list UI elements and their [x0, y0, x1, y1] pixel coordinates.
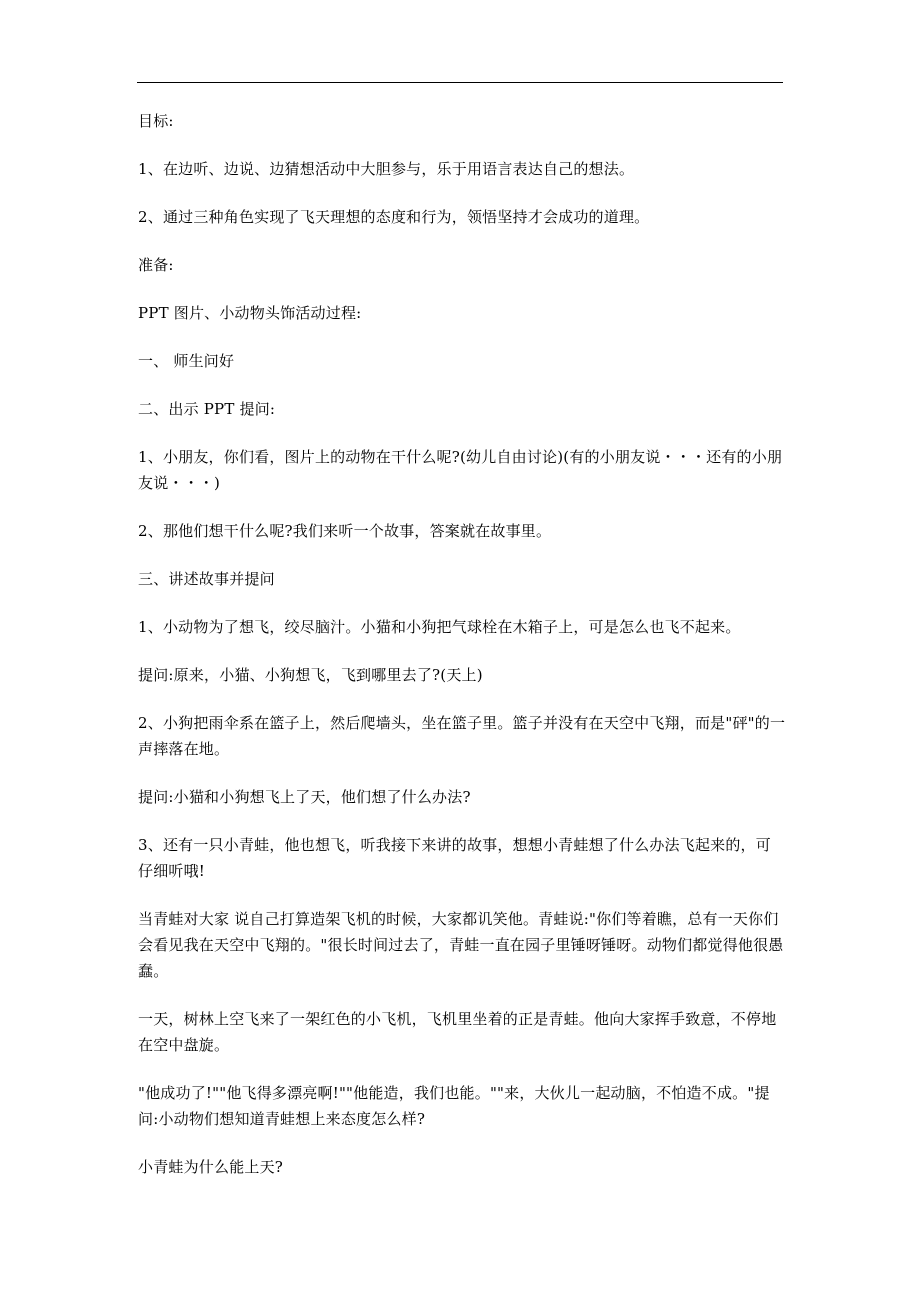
story-part-1: 1、小动物为了想飞，绞尽脑汁。小猫和小狗把气球栓在木箱子上，可是怎么也飞不起来。 [138, 618, 741, 636]
step-2-question-2: 2、那他们想干什么呢?我们来听一个故事，答案就在故事里。 [138, 522, 552, 540]
goal-item-1: 1、在边听、边说、边猜想活动中大胆参与，乐于用语言表达自己的想法。 [138, 160, 635, 178]
step-2-heading: 二、出示 PPT 提问: [138, 400, 276, 418]
document-body [138, 108, 786, 1202]
step-1-heading: 一、 师生问好 [138, 352, 235, 370]
goal-item-2: 2、通过三种角色实现了飞天理想的态度和行为，领悟坚持才会成功的道理。 [138, 208, 650, 226]
story-part-3: 3、还有一只小青蛙，他也想飞，听我接下来讲的故事，想想小青蛙想了什么办法飞起来的，可仔细听哦! [138, 836, 771, 880]
step-2-question-1: 1、小朋友，你们看，图片上的动物在干什么呢?(幼儿自由讨论)(有的小朋友说・・・还有的小朋友说・・・) [138, 448, 783, 492]
story-paragraph-3: "他成功了!""他飞得多漂亮啊!""他能造，我们也能。""来，大伙儿一起动脑，不怕造不成。"提问:小动物们想知道青蛙想上来态度怎么样? [138, 1084, 770, 1128]
section-heading-goals: 目标: [138, 112, 174, 130]
story-paragraph-1: 当青蛙对大家 说自己打算造架飞机的时候，大家都讥笑他。青蛙说:"你们等着瞧，总有一天你们会看见我在天空中飞翔的。"很长时间过去了，青蛙一直在园子里锤呀锤呀。动物们都觉得他很愚蠢。 [138, 910, 784, 980]
question-2: 提问:小猫和小狗想飞上了天，他们想了什么办法? [138, 788, 471, 806]
story-paragraph-2: 一天，树林上空飞来了一架红色的小飞机，飞机里坐着的正是青蛙。他向大家挥手致意，不停地在空中盘旋。 [138, 1010, 777, 1054]
story-part-2: 2、小狗把雨伞系在篮子上，然后爬墙头，坐在篮子里。篮子并没有在天空中飞翔，而是"砰"的一声摔落在地。 [138, 714, 786, 758]
preparation-text: PPT 图片、小动物头饰活动过程: [138, 304, 362, 322]
step-3-heading: 三、讲述故事并提问 [138, 570, 275, 588]
section-heading-preparation: 准备: [138, 256, 174, 274]
question-3: 小青蛙为什么能上天? [138, 1158, 284, 1176]
question-1: 提问:原来，小猫、小狗想飞，飞到哪里去了?(天上) [138, 666, 483, 684]
header-rule [137, 82, 783, 83]
